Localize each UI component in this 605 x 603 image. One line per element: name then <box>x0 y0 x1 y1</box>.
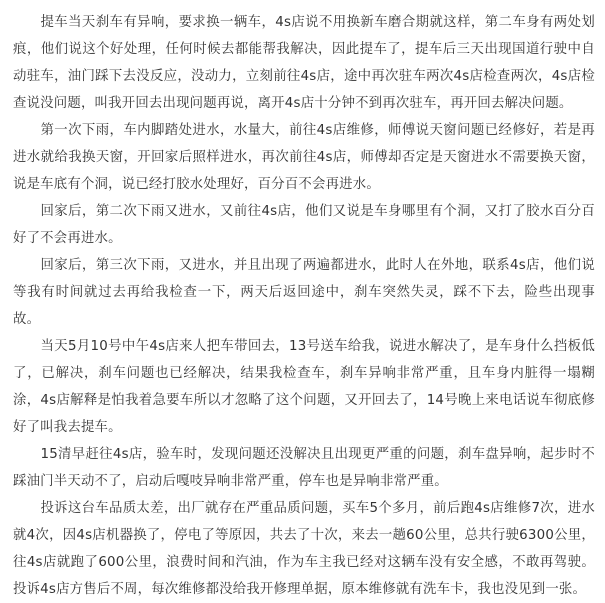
paragraph-second-rain-leak: 回家后，第二次下雨又进水，又前往4s店，他们又说是车身哪里有个洞，又打了胶水百分百好了不会再进水。 <box>13 204 595 246</box>
paragraph-first-rain-leak: 第一次下雨，车内脚踏处进水，水量大，前往4s店维修，师傅说天窗问题已经修好，若是再进水就给我换天窗，开回家后照样进水，再次前往4s店，师傅却否定是天窗进水不需要换天窗，说是车底有个洞，说已经打胶水处理好，百分百不会再进水。 <box>13 123 595 192</box>
complaint-article <box>13 9 595 603</box>
paragraph-third-rain-brake-failure: 回家后，第三次下雨，又进水，并且出现了两遍都进水，此时人在外地，联系4s店，他们说等我有时间就过去再给我检查一下，两天后返回途中，刹车突然失灵，踩不下去，险些出现事故。 <box>13 258 595 327</box>
paragraph-15th-inspection: 15清早赶往4s店，验车时，发现问题还没解决且出现更严重的问题，刹车盘异响，起步时不踩油门半天动不了，启动后嘎吱异响非常严重，停车也是异响非常严重。 <box>13 447 595 489</box>
paragraph-pickup-issues: 提车当天刹车有异响，要求换一辆车，4s店说不用换新车磨合期就这样，第二车身有两处划痕，他们说这个好处理，任何时候去都能帮我解决，因此提车了，提车后三天出现国道行驶中自动驻车，油门踩下去没反应，没动力，立刻前往4s店，途中再次驻车两次4s店检查两次，4s店检查说没问题，叫我开回去出现问题再说，离开4s店十分钟不到再次驻车，再开回去解决问题。 <box>13 15 595 111</box>
paragraph-may-10-repair: 当天5月10号中午4s店来人把车带回去，13号送车给我，说进水解决了，是车身什么挡板低了，已解决，刹车问题也已经解决，结果我检查车，刹车异响非常严重，且车身内脏得一塌糊涂，4s店解释是怕我着急要车所以才忽略了这个问题，又开回去了，14号晚上来电话说车彻底修好了叫我去提车。 <box>13 339 595 435</box>
paragraph-complaint-summary: 投诉这台车品质太差，出厂就存在严重品质问题，买车5个多月，前后跑4s店维修7次，进水就4次，因4s店机器换了，停电了等原因，共去了十次，来去一趟60公里，总共行驶6300公里，往4s店就跑了600公里，浪费时间和汽油，作为车主我已经对这辆车没有安全感，不敢再驾驶。投诉4s店方售后不周，每次维修都没给我开修理单据，原本维修就有洗车卡，我也没见到一张。 <box>13 501 595 597</box>
